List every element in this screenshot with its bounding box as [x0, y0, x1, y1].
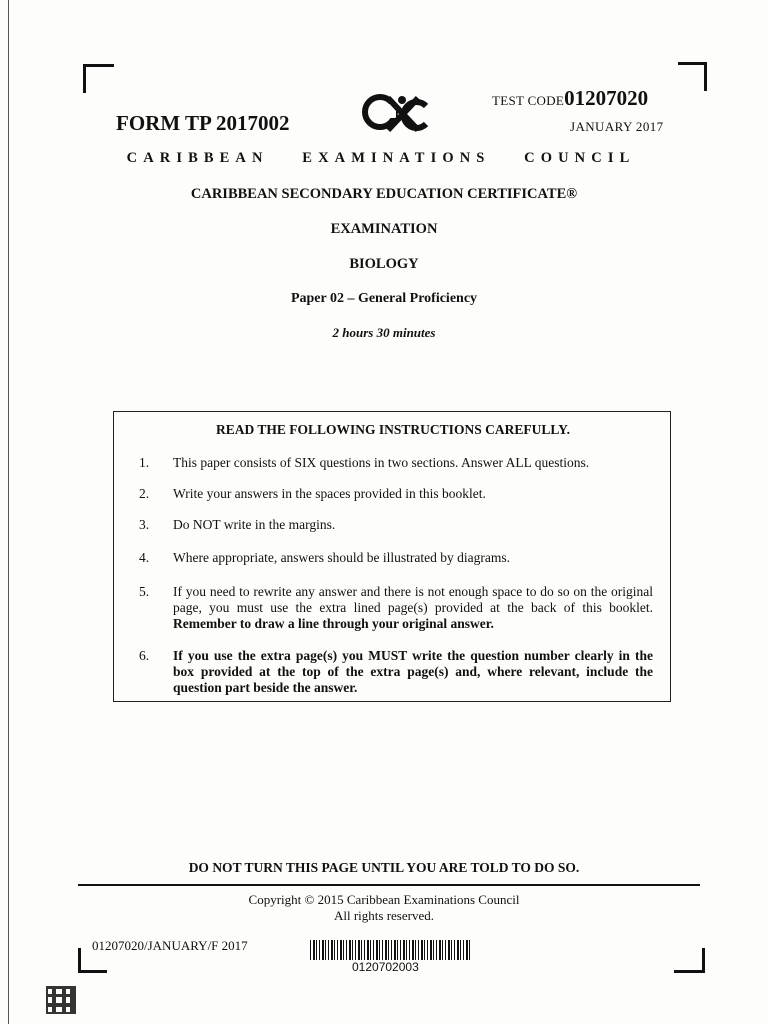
instruction-number: 5.: [139, 584, 150, 599]
test-code: 01207020: [564, 86, 649, 110]
duration: 2 hours 30 minutes: [332, 325, 436, 340]
instruction-text: Do NOT write in the margins.: [173, 517, 336, 532]
crop-mark-bottom-right: [674, 948, 705, 973]
exam-title: EXAMINATION: [330, 221, 438, 237]
copyright: Copyright © 2015 Caribbean Examinations Council: [248, 892, 520, 907]
instruction-text: This paper consists of SIX questions in two sections. Answer ALL questions.: [173, 455, 590, 470]
qr-code: [46, 986, 76, 1014]
instruction-text: Write your answers in the spaces provided in this booklet.: [173, 486, 486, 501]
subject-title: BIOLOGY: [349, 256, 419, 272]
rights-reserved: All rights reserved.: [333, 908, 434, 923]
barcode: [310, 940, 470, 960]
council-name: CARIBBEAN EXAMINATIONS COUNCIL: [126, 150, 636, 166]
instruction-number: 4.: [139, 550, 150, 565]
certificate-title: CARIBBEAN SECONDARY EDUCATION CERTIFICATE®: [190, 186, 578, 202]
instruction-text: Where appropriate, answers should be illustrated by diagrams.: [173, 550, 511, 565]
cxc-logo: [360, 90, 430, 138]
instruction-text: [173, 584, 653, 632]
crop-mark-top-left: [83, 64, 114, 93]
instruction-number: 2.: [139, 486, 150, 501]
test-code-label: TEST CODE: [492, 93, 565, 108]
exam-date: JANUARY 2017: [570, 119, 664, 134]
instructions-heading: READ THE FOLLOWING INSTRUCTIONS CAREFULLY.: [216, 422, 570, 437]
instructions-box: [113, 411, 671, 702]
instruction-emphasis: Remember to draw a line through your original answer.: [173, 616, 494, 631]
do-not-turn-warning: DO NOT TURN THIS PAGE UNTIL YOU ARE TOLD TO DO SO.: [188, 860, 580, 875]
logo-text: CXC: [360, 90, 363, 91]
instruction-number: 3.: [139, 517, 150, 532]
form-label: FORM TP 2017002: [116, 111, 290, 135]
instruction-text: If you use the extra page(s) you MUST write the question number clearly in the box provided at the top of the extra page(s) and, where relevant, include the question part beside the answer.: [173, 648, 653, 695]
test-code-block: [492, 86, 648, 111]
crop-mark-top-right: [678, 62, 707, 91]
instruction-number: 1.: [139, 455, 150, 470]
barcode-number: 0120702003: [352, 960, 419, 974]
footer-rule: [78, 884, 700, 886]
paper-title: Paper 02 – General Proficiency: [290, 291, 478, 306]
document-code: 01207020/JANUARY/F 2017: [92, 938, 248, 953]
instruction-text-part: If you need to rewrite any answer and there is not enough space to do so on the original page, you must use the extra lined page(s) provided at the back of this booklet.: [173, 584, 653, 615]
instruction-number: 6.: [139, 648, 150, 663]
